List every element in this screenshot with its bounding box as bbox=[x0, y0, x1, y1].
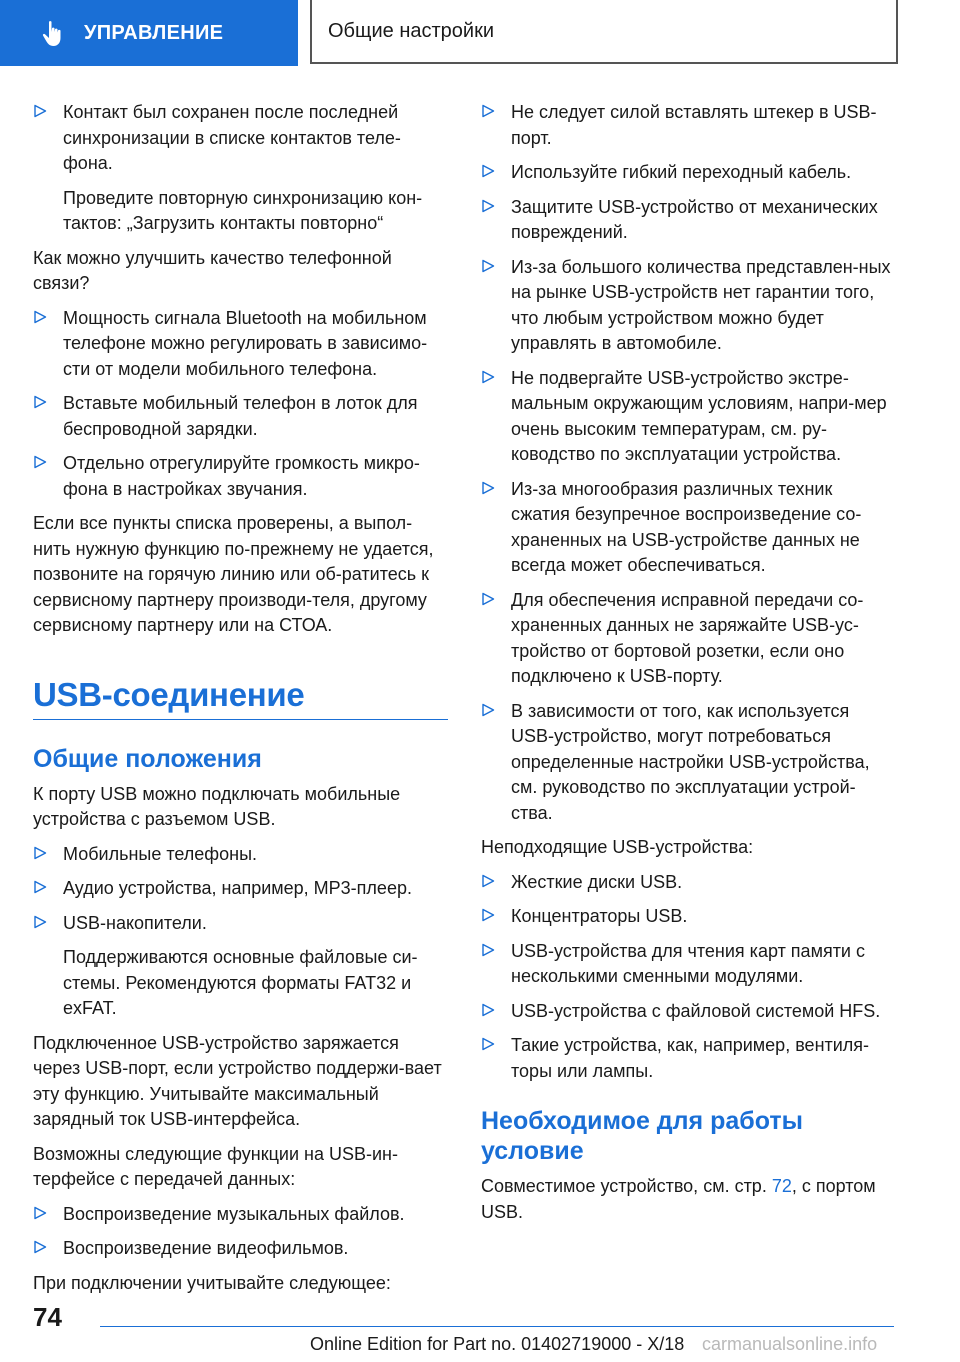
triangle-right-icon bbox=[33, 395, 47, 409]
triangle-right-icon bbox=[481, 1037, 495, 1051]
triangle-right-icon bbox=[33, 1206, 47, 1220]
triangle-right-icon bbox=[33, 455, 47, 469]
list-item: USB-накопители. bbox=[33, 911, 448, 937]
paragraph: Если все пункты списка проверены, а выпол-нить нужную функцию по-прежнему не удается, позвоните на горячую линию или об-ратитесь к сервисному партнеру производи-теля, другому сервисному партнеру или на СТОА. bbox=[33, 513, 434, 635]
paragraph: Неподходящие USB-устройства: bbox=[481, 837, 754, 857]
section-heading: Общие положения bbox=[33, 744, 262, 773]
list-item: Для обеспечения исправной передачи со-храненных данных не заряжайте USB-ус-тройство от бортовой розетки, если оно подключено к USB-порту. bbox=[481, 588, 896, 690]
list-item: В зависимости от того, как используется USB-устройство, могут потребоваться определенные настройки USB-устройства, см. руководство по эксплуатации устрой-ства. bbox=[481, 699, 896, 827]
list-item: Используйте гибкий переходный кабель. bbox=[481, 160, 896, 186]
list-item: Из-за многообразия различных техник сжатия безупречное воспроизведение со-храненных на USB-устройстве данных не всегда может обеспечиваться. bbox=[481, 477, 896, 579]
paragraph: Совместимое устройство, см. стр. 72, с портом USB. bbox=[481, 1176, 876, 1222]
list-item: Мощность сигнала Bluetooth на мобильном телефоне можно регулировать в зависимо-сти от модели мобильного телефона. bbox=[33, 306, 448, 383]
page-number: 74 bbox=[33, 1302, 62, 1332]
list-item: Воспроизведение видеофильмов. bbox=[33, 1236, 448, 1262]
triangle-right-icon bbox=[33, 1240, 47, 1254]
section-heading: Необходимое для работы условие bbox=[481, 1107, 803, 1165]
watermark: carmanualsonline.info bbox=[702, 1334, 878, 1354]
triangle-right-icon bbox=[481, 370, 495, 384]
triangle-right-icon bbox=[481, 1003, 495, 1017]
list-item: Жесткие диски USB. bbox=[481, 870, 896, 896]
footer-edition: Online Edition for Part no. 01402719000 - X/18 bbox=[310, 1334, 685, 1354]
chapter-heading: USB-соединение bbox=[33, 677, 448, 720]
list-item: Из-за большого количества представлен-ных на рынке USB-устройств нет гарантии того, что любым устройством можно будет управлять в автомобиле. bbox=[481, 255, 896, 357]
list-item-note: Проведите повторную синхронизацию кон-тактов: „Загрузить контакты повторно“ bbox=[63, 187, 423, 233]
section-tab[interactable] bbox=[0, 0, 298, 66]
list-item: Не следует силой вставлять штекер в USB-порт. bbox=[481, 100, 896, 151]
footer-divider bbox=[100, 1326, 894, 1327]
paragraph: К порту USB можно подключать мобильные устройства с разъемом USB. bbox=[33, 783, 401, 829]
triangle-right-icon bbox=[33, 104, 47, 118]
question-text: Как можно улучшить качество телефонной связи? bbox=[33, 247, 392, 293]
subsection-header bbox=[310, 0, 898, 64]
list-item: Воспроизведение музыкальных файлов. bbox=[33, 1202, 448, 1228]
paragraph: При подключении учитывайте следующее: bbox=[33, 1272, 391, 1293]
triangle-right-icon bbox=[481, 199, 495, 213]
list-item: Мобильные телефоны. bbox=[33, 842, 448, 868]
triangle-right-icon bbox=[481, 164, 495, 178]
triangle-right-icon bbox=[481, 104, 495, 118]
list-item: USB-устройства с файловой системой HFS. bbox=[481, 999, 896, 1025]
triangle-right-icon bbox=[481, 874, 495, 888]
right-column bbox=[481, 100, 896, 1234]
triangle-right-icon bbox=[481, 703, 495, 717]
triangle-right-icon bbox=[33, 915, 47, 929]
list-item: Такие устройства, как, например, вентиля-торы или лампы. bbox=[481, 1033, 896, 1084]
list-item: Аудио устройства, например, MP3-плеер. bbox=[33, 876, 448, 902]
triangle-right-icon bbox=[481, 592, 495, 606]
section-title: УПРАВЛЕНИЕ bbox=[84, 21, 224, 44]
list-item: Защитите USB-устройство от механических повреждений. bbox=[481, 195, 896, 246]
triangle-right-icon bbox=[481, 259, 495, 273]
hand-touch-icon bbox=[38, 18, 68, 48]
subsection-title: Общие настройки bbox=[328, 20, 494, 42]
list-item: USB-устройства для чтения карт памяти с несколькими сменными модулями. bbox=[481, 939, 896, 990]
triangle-right-icon bbox=[481, 943, 495, 957]
list-item: Концентраторы USB. bbox=[481, 904, 896, 930]
page-reference-link[interactable]: 72 bbox=[771, 1176, 792, 1196]
left-column bbox=[33, 100, 448, 1305]
triangle-right-icon bbox=[33, 846, 47, 860]
list-item: Отдельно отрегулируйте громкость микро-фона в настройках звучания. bbox=[33, 451, 448, 502]
triangle-right-icon bbox=[481, 908, 495, 922]
triangle-right-icon bbox=[481, 481, 495, 495]
paragraph: Подключенное USB-устройство заряжается через USB-порт, если устройство поддержи-вает эту функцию. Учитывайте максимальный зарядный ток USB-интерфейса. bbox=[33, 1032, 442, 1129]
triangle-right-icon bbox=[33, 310, 47, 324]
list-item-note: Поддерживаются основные файловые си-стемы. Рекомендуются форматы FAT32 и exFAT. bbox=[63, 947, 418, 1018]
list-item: Вставьте мобильный телефон в лоток для беспроводной зарядки. bbox=[33, 391, 448, 442]
triangle-right-icon bbox=[33, 880, 47, 894]
paragraph: Возможны следующие функции на USB-ин-терфейсе с передачей данных: bbox=[33, 1143, 398, 1189]
list-item: Не подвергайте USB-устройство экстре-мальным окружающим условиям, напри-мер очень высоким температурам, см. ру-ководство по эксплуатации устройства. bbox=[481, 366, 896, 468]
list-item: Контакт был сохранен после последней синхронизации в списке контактов теле-фона. bbox=[33, 100, 448, 177]
